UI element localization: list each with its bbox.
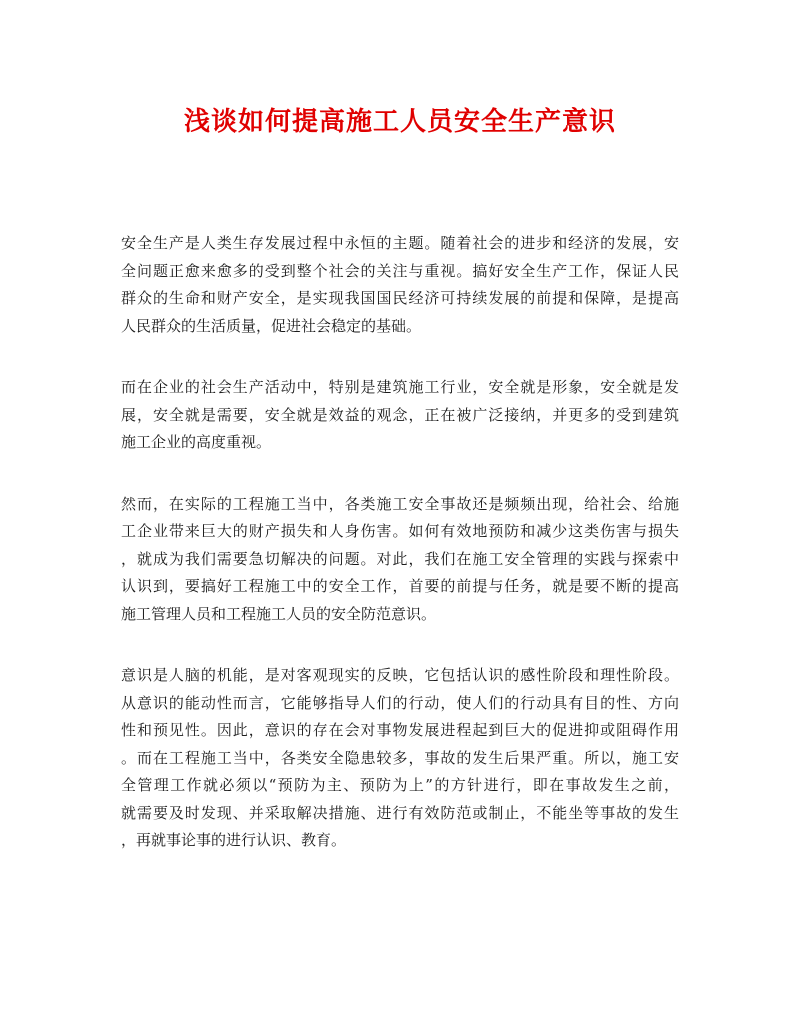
text-line: 性和预见性。因此，意识的存在会对事物发展进程起到巨大的促进抑或阻碍作用: [121, 721, 679, 739]
text-line: 施工企业的高度重视。: [121, 433, 272, 451]
text-line: 施工管理人员和工程施工人员的安全防范意识。: [121, 604, 437, 623]
text-line: 全管理工作就必须以“预防为主、预防为上”的方针进行，即在事故发生之前，: [121, 776, 679, 794]
text-line: 全问题正愈来愈多的受到整个社会的关注与重视。搞好安全生产工作，保证人民: [121, 261, 679, 280]
text-line: ，就成为我们需要急切解决的问题。对此，我们在施工安全管理的实践与探索中: [121, 549, 679, 568]
text-line: 而在企业的社会生产活动中，特别是建筑施工行业，安全就是形象，安全就是发: [121, 378, 679, 396]
text-line: ，再就事论事的进行认识、教育。: [121, 831, 347, 849]
paragraph-4: [121, 662, 679, 855]
text-line: 人民群众的生活质量，促进社会稳定的基础。: [121, 316, 422, 335]
text-line: 展，安全就是需要，安全就是效益的观念，正在被广泛接纳，并更多的受到建筑: [121, 405, 679, 424]
paragraph-1: [121, 230, 679, 340]
text-line: 从意识的能动性而言，它能够指导人们的行动，使人们的行动具有目的性、方向: [121, 693, 679, 712]
text-line: 群众的生命和财产安全，是实现我国国民经济可持续发展的前提和保障，是提高: [121, 289, 679, 307]
text-line: 然而，在实际的工程施工当中，各类施工安全事故还是频频出现，给社会、给施: [121, 494, 679, 513]
document-body: [121, 230, 679, 889]
paragraph-2: [121, 374, 679, 457]
text-line: 。而在工程施工当中，各类安全隐患较多，事故的发生后果严重。所以，施工安: [121, 748, 679, 767]
document-title: 浅谈如何提高施工人员安全生产意识: [183, 107, 616, 137]
paragraph-3: [121, 491, 679, 629]
text-line: 工企业带来巨大的财产损失和人身伤害。如何有效地预防和减少这类伤害与损失: [121, 522, 679, 540]
text-line: 意识是人脑的机能，是对客观现实的反映，它包括认识的感性阶段和理性阶段。: [121, 666, 679, 684]
text-line: 安全生产是人类生存发展过程中永恒的主题。随着社会的进步和经济的发展，安: [121, 234, 679, 252]
text-line: 认识到，要搞好工程施工中的安全工作，首要的前提与任务，就是要不断的提高: [121, 577, 679, 595]
text-line: 就需要及时发现、并采取解决措施、进行有效防范或制止，不能坐等事故的发生: [121, 803, 679, 822]
